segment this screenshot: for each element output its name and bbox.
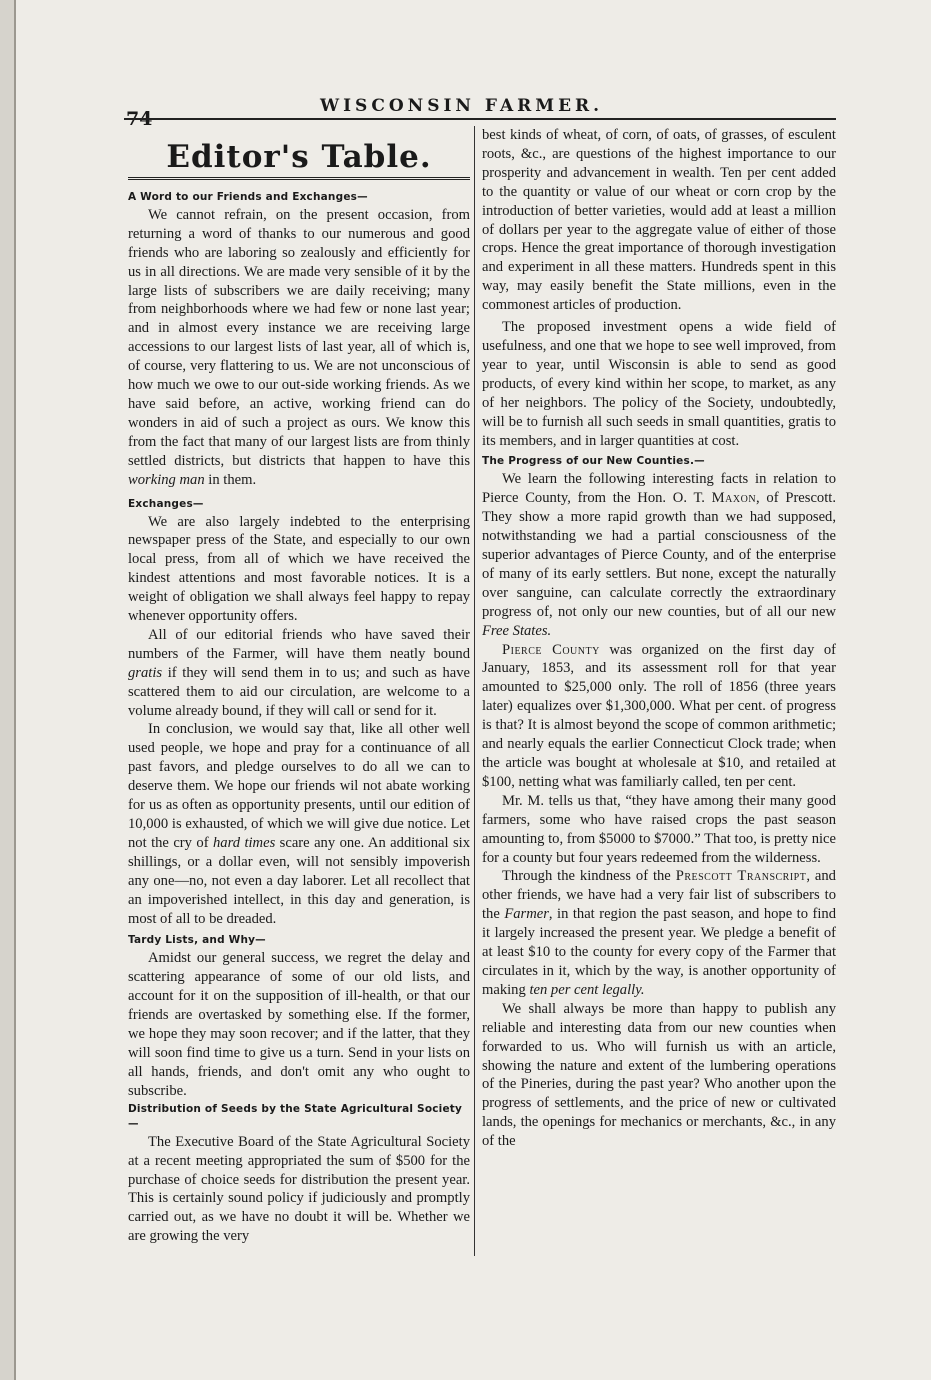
italic-text: Free States. <box>482 622 552 639</box>
text-run: , of Prescott. They show a more rapid growth than we had supposed, notwithstanding we had a partial consciousness of the superior advantages of Pierce County, and of the enterprise of many of its early settlers. But none, except the naturally over sanguine, can calculate correctly the extraordinary progress of, not only our new counties, but of all our new <box>482 490 836 620</box>
binding-edge <box>0 0 16 1380</box>
paragraph <box>128 626 470 721</box>
paragraph <box>128 720 470 928</box>
heading-progress-new-counties: The Progress of our New Counties.— <box>482 455 705 468</box>
paragraph <box>482 641 836 792</box>
text-run: scare any one. An additional six shillings, or a dollar even, will not sensibly impoverish any one—no, not even a day laborer. Let all recollect that an impoverished intellect, in this day and generation, is most of all to be dreaded. <box>128 834 470 927</box>
italic-text: Farmer <box>504 906 549 923</box>
small-caps-text: Maxon <box>711 490 757 507</box>
title-rule <box>128 177 470 182</box>
italic-text: working man <box>128 471 205 488</box>
text-run: We cannot refrain, on the present occasion, from returning a word of thanks to our numerous and good friends who are laboring so zealously and efficiently for us in all directions. We are made very sensible of it by the large lists of subscribers we are daily receiving; many from neighborhoods where we had few or none last year; and in almost every instance we are receiving large accessions to our largest lists of last year, all of which is, of course, very flattering to us. We are not unconscious of how much we owe to our out-side working friends. As we have said before, an active, working friend can do wonders in aid of such a project as ours. We know this from the fact that many of our largest lists are from thinly settled districts, but districts that happen to have this <box>128 206 470 469</box>
italic-text: ten per cent legally. <box>529 981 645 998</box>
paragraph: Mr. M. tells us that, “they have among their many good farmers, some who have raised crops the past season amounting to, from $5000 to $7000.” That too, is pretty nice for a county but four years redeemed from the wilderness. <box>482 792 836 866</box>
paragraph <box>482 470 836 640</box>
column-rule <box>474 126 475 1256</box>
text-run: was organized on the first day of January, 1853, and its assessment roll for that year amounted to $25,000 only. The roll of 1856 (three years later) equalizes over $1,300,000. What per cent. of progress is that? It is almost beyond the scope of common arithmetic; and nearly equals the earlier Connecticut Clock trade; when the article was bought at wholesale at $10, and retailed at $100, netting what was familiarly called, ten per cent. <box>482 641 836 790</box>
text-run: We learn the following interesting facts in relation to Pierce County, from the Hon. O. T. <box>482 471 836 507</box>
text-run: , and other friends, we have had a very fair list of subscribers to the <box>482 868 836 923</box>
paragraph: The proposed investment opens a wide field of usefulness, and one that we hope to see well improved, from year to year, until Wisconsin is able to send as good products, of every kind within her scope, to market, as any of her neighbors. The policy of the Society, undoubtedly, will be to furnish all such seeds in small quantities, gratis to its members, and in larger quantities at cost. <box>482 319 836 449</box>
text-run: in them. <box>204 471 257 488</box>
section-title: Editor's Table. <box>166 139 432 175</box>
heading-exchanges: Exchanges— <box>128 497 204 510</box>
paragraph: We shall always be more than happy to publish any reliable and interesting data from our new counties when forwarded to us. Who will furnish us with an article, showing the nature and extent of the lumbering operations of the Pineries, during the past year? Who another upon the progress of settlements, and the price of new or cultivated lands, the openings for mechanics or merchants, &c., in any of the <box>482 1000 836 1150</box>
paragraph: Amidst our general success, we regret the delay and scattering appearance of some of our old lists, and account for it on the supposition of ill-health, or that our friends are overtasked by something else. If the former, we hope they may soon recover; and if the latter, that they will soon find time to give us a turn. Send in your lists on all hands, friends, and don't omit any who ought to subscribe. <box>128 950 470 1099</box>
text-run: All of our editorial friends who have saved their numbers of the Farmer, will have them neatly bound <box>128 626 470 662</box>
left-column <box>128 128 470 1246</box>
paragraph: best kinds of wheat, of corn, of oats, of grasses, of esculent roots, &c., are questions of the highest importance to our prosperity and advancement in wealth. Ten per cent added to the quantity or value of our wheat or corn crop by the introduction of better varieties, would add at least a million of dollars per year to the aggregate value of either of those crops. Hence the great importance of thorough investigation and experiment in all these matters. Hundreds spent in this way, may easily benefit the State millions, even in the commonest articles of production. <box>482 127 836 314</box>
page-number: 74 <box>126 108 153 130</box>
paragraph: We are also largely indebted to the enterprising newspaper press of the State, and especially to our own local press, from all of which we have received the kindest attentions and most favorable notices. It is a weight of obligation we shall always feel happy to repay whenever opportunity offers. <box>128 513 470 625</box>
italic-text: gratis <box>128 664 163 681</box>
text-run: Through the kindness of the <box>502 868 676 885</box>
paragraph <box>482 867 836 999</box>
right-column <box>482 126 836 1151</box>
paragraph: The Executive Board of the State Agricultural Society at a recent meeting appropriated the sum of $500 for the purchase of choice seeds for distribution the present year. This is certainly sound policy if judiciously and promptly carried out, as we have no doubt it will be. Whether we are growing the very <box>128 1133 470 1245</box>
heading-friends-exchanges: A Word to our Friends and Exchanges— <box>128 190 368 203</box>
header-rule <box>124 118 836 120</box>
paragraph <box>128 206 470 490</box>
text-run: In conclusion, we would say that, like all other well used people, we hope and pray for a continuance of all past favors, and pledge ourselves to do all we can to deserve them. We hope our friends wil not abate working for us as often as opportunity presents, until our edition of 10,000 is exhausted, of which we will give due notice. Let not the cry of <box>128 721 470 851</box>
heading-distribution-of-seeds: Distribution of Seeds by the State Agricultural Society— <box>128 1102 463 1130</box>
italic-text: hard times <box>212 834 276 851</box>
text-run: , in that region the past season, and hope to find it largely increased the present year. We pledge a benefit of at least $10 to the county for every copy of the Farmer that circulates in it, which by the way, is another opportunity of making <box>482 906 837 998</box>
small-caps-text: Pierce County <box>502 641 600 658</box>
text-run: if they will send them in to us; and such as have scattered them to aid our circulation, are welcome to a volume already bound, if they will call or send for it. <box>128 664 470 719</box>
small-caps-text: Prescott Transcript <box>675 868 807 885</box>
heading-tardy-lists: Tardy Lists, and Why— <box>128 934 266 947</box>
running-head: WISCONSIN FARMER. <box>320 96 604 116</box>
